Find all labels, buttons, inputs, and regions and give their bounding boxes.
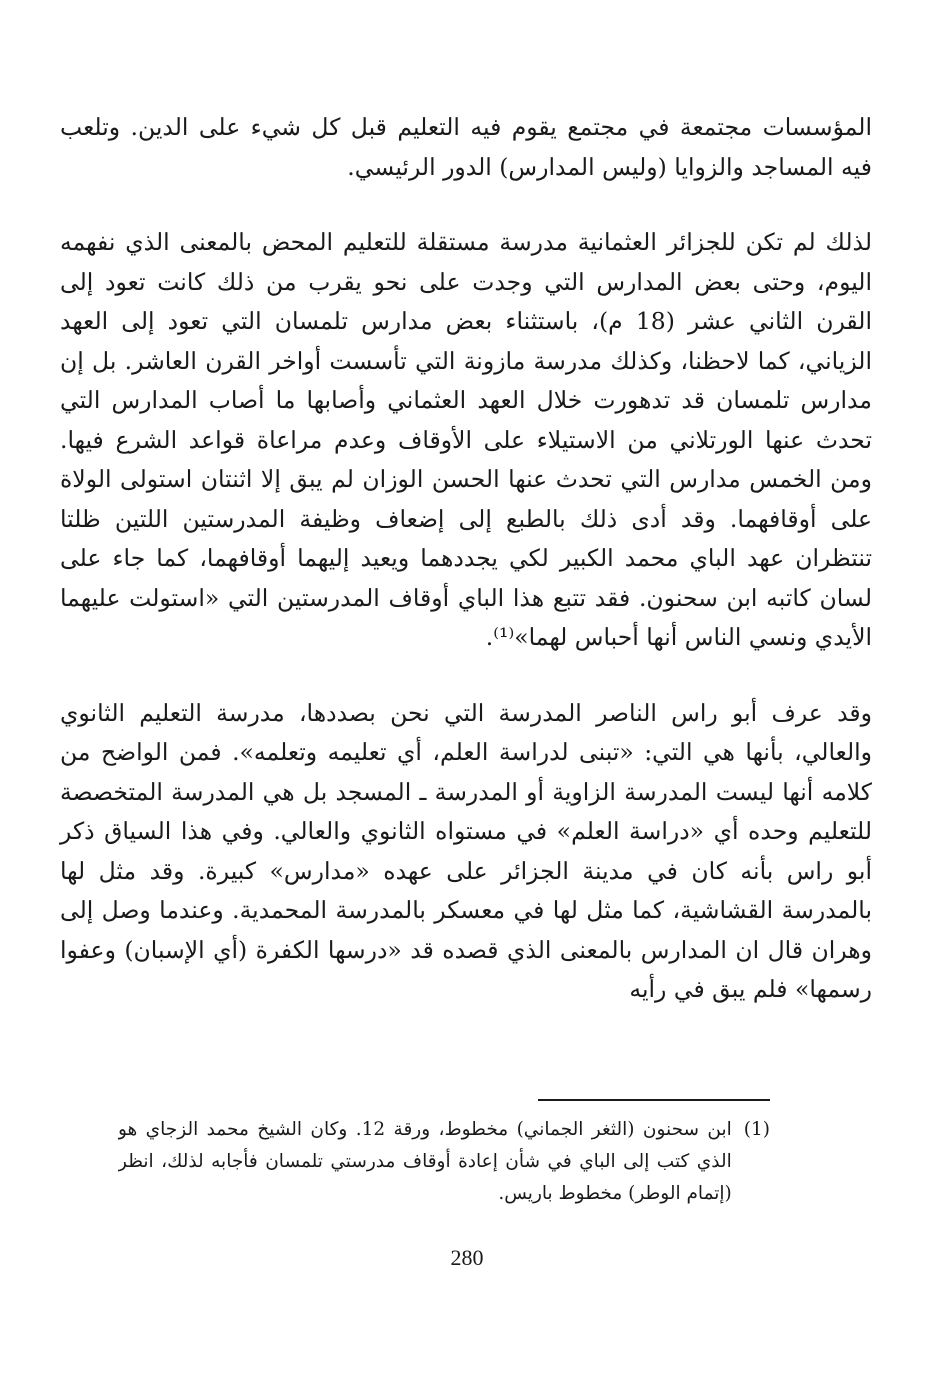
paragraph: لذلك لم تكن للجزائر العثمانية مدرسة مستقلة للتعليم المحض بالمعنى الذي نفهمه اليوم، وحتى بعض المدارس التي وجدت على نحو يقرب من ذلك كانت تعود إلى القرن الثاني عشر (18 م)، باستثناء بعض مدارس تلمسان التي تعود إلى العهد الزياني، كما لاحظنا، وكذلك مدرسة مازونة التي تأسست أواخر القرن العاشر. بل إن مدارس تلمسان قد تدهورت خلال العهد العثماني وأصابها ما أصاب المدارس التي تحدث عنها الورتلاني من الاستيلاء على الأوقاف وعدم مراعاة قواعد الشرع فيها. ومن الخمس مدارس التي تحدث عنها الحسن الوزان لم يبق إلا اثنتان استولى الولاة على أوقافهما. وقد أدى ذلك بالطبع إلى إضعاف وظيفة المدرستين اللتين ظلتا تنتظران عهد الباي محمد الكبير لكي يجددهما ويعيد إليهما أوقافهما، كما جاء على لسان كاتبه ابن سحنون. فقد تتبع هذا الباي أوقاف المدرستين التي «استولت عليهما الأيدي ونسي الناس أنها أحباس لهما»⁽¹⁾.: [60, 228, 872, 651]
page-number: 280: [450, 1245, 484, 1270]
footnote-text: ابن سحنون (الثغر الجماني) مخطوط، ورقة 12. وكان الشيخ محمد الزجاي هو الذي كتب إلى الباي في شأن إعادة أوقاف مدرستي تلمسان فأجابه لذلك، انظر (إتمام الوطر) مخطوط باريس.: [118, 1119, 732, 1204]
footnote-marker: (1): [743, 1119, 770, 1140]
paragraph: وقد عرف أبو راس الناصر المدرسة التي نحن بصددها، مدرسة التعليم الثانوي والعالي، بأنها هي التي: «تبنى لدراسة العلم، أي تعليمه وتعلمه». فمن الواضح من كلامه أنها ليست المدرسة الزاوية أو المدرسة ـ المسجد بل هي المدرسة المتخصصة للتعليم وحده أي «دراسة العلم» في مستواه الثانوي والعالي. وفي هذا السياق ذكر أبو راس بأنه كان في مدينة الجزائر على عهده «مدارس» كبيرة. وقد مثل لها بالمدرسة القشاشية، كما مثل لها في معسكر بالمدرسة المحمدية. وعندما وصل إلى وهران قال ان المدارس بالمعنى الذي قصده قد «درسها الكفرة (أي الإسبان) وعفوا رسمها» فلم يبق في رأيه: [60, 698, 872, 1003]
body-text: [60, 108, 872, 1010]
paragraph: المؤسسات مجتمعة في مجتمع يقوم فيه التعليم قبل كل شيء على الدين. وتلعب فيه المساجد والزوايا (وليس المدارس) الدور الرئيسي.: [60, 113, 872, 181]
footnote-divider: [538, 1099, 770, 1101]
footnote: [118, 1114, 770, 1210]
